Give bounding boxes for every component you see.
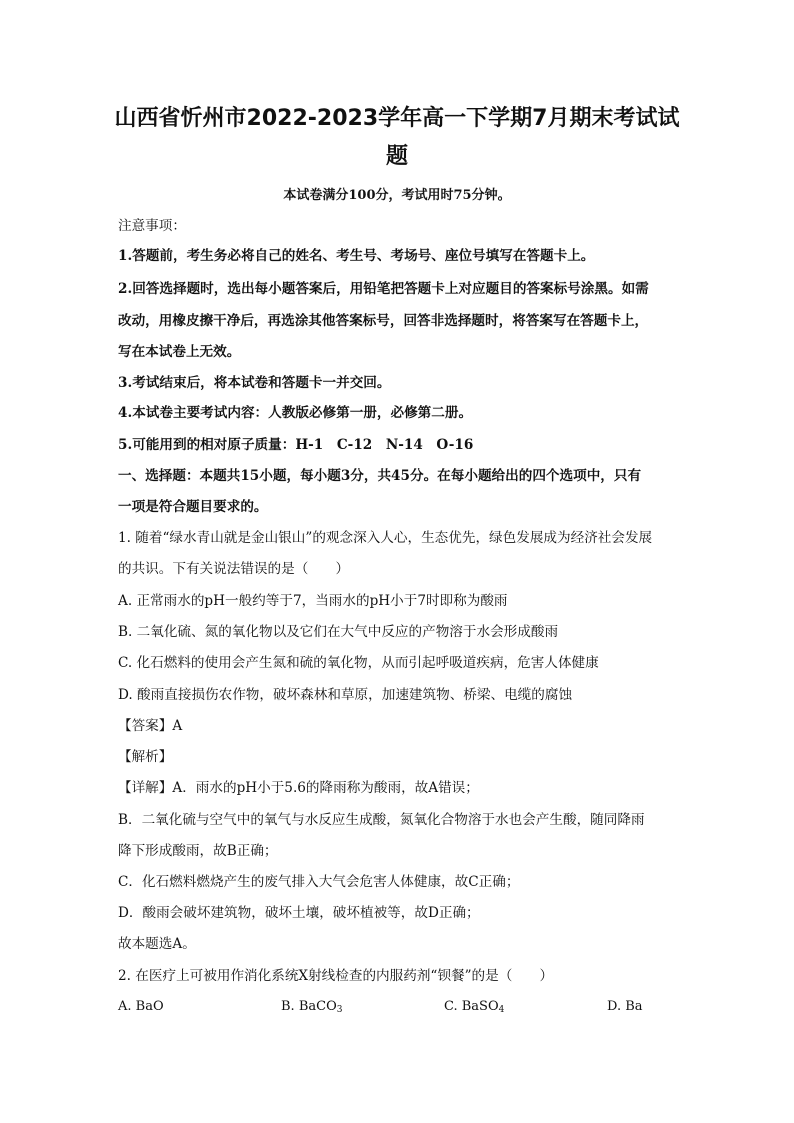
exam-info: 本试卷满分100分，考试用时75分钟。: [283, 188, 511, 203]
question-1-explanation-b: B．二氧化硫与空气中的氧气与水反应生成酸，氮氧化合物溶于水也会产生酸，随同降雨: [118, 812, 645, 828]
question-2-stem: 2. 在医疗上可被用作消化系统X射线检查的内服药剂“钡餐”的是（ ）: [118, 968, 554, 984]
question-2-option-d: D. Ba: [607, 999, 643, 1014]
question-1-explanation-b-continued: 降下形成酸雨，故B正确；: [118, 843, 278, 859]
section-1-heading: 一、选择题：本题共15小题，每小题3分，共45分。在每小题给出的四个选项中，只有: [118, 468, 642, 484]
question-2-option-b: [281, 998, 342, 1016]
question-1-explanation-c: C．化石燃料燃烧产生的废气排入大气会危害人体健康，故C正确；: [118, 874, 520, 890]
question-1-option-d: D. 酸雨直接损伤农作物，破坏森林和草原，加速建筑物、桥梁、电缆的腐蚀: [118, 687, 573, 703]
question-1-explanation-d: D．酸雨会破坏建筑物，破坏土壤，破坏植被等，故D正确；: [118, 905, 480, 921]
option-c-text: C. BaSO: [444, 999, 499, 1014]
question-1-option-a: A. 正常雨水的pH一般约等于7，当雨水的pH小于7时即称为酸雨: [118, 593, 508, 609]
note-item-3: 3.考试结束后，将本试卷和答题卡一并交回。: [118, 375, 391, 391]
note-item-2-line-1: 2.回答选择题时，选出每小题答案后，用铅笔把答题卡上对应题目的答案标号涂黑。如需: [118, 281, 649, 297]
page-title-continued: 题: [385, 144, 408, 169]
question-1-analysis-heading: 【解析】: [118, 749, 173, 765]
notes-heading: 注意事项：: [118, 218, 186, 234]
question-1-option-b: B. 二氧化硫、氮的氧化物以及它们在大气中反应的产物溶于水会形成酸雨: [118, 624, 559, 640]
note-item-2-line-2: 改动，用橡皮擦干净后，再选涂其他答案标号，回答非选择题时，将答案写在答题卡上，: [118, 313, 649, 329]
question-2-option-c: [444, 998, 504, 1016]
question-1-conclusion: 故本题选A。: [118, 936, 196, 952]
question-2-option-a: A. BaO: [118, 999, 164, 1014]
option-b-subscript: 3: [336, 1005, 343, 1015]
question-1-stem: 1. 随着“绿水青山就是金山银山”的观念深入人心，生态优先，绿色发展成为经济社会发展: [118, 530, 653, 546]
option-c-subscript: 4: [498, 1005, 505, 1015]
section-1-heading-continued: 一项是符合题目要求的。: [118, 499, 268, 515]
note-item-2-line-3: 写在本试卷上无效。: [118, 344, 241, 360]
note-item-1: 1.答题前，考生务必将自己的姓名、考生号、考场号、座位号填写在答题卡上。: [118, 248, 595, 264]
question-1-stem-continued: 的共识。下有关说法错误的是（ ）: [118, 561, 350, 577]
page-title: 山西省忻州市2022-2023学年高一下学期7月期末考试试: [114, 106, 680, 131]
question-1-option-c: C. 化石燃料的使用会产生氮和硫的氧化物，从而引起呼吸道疾病，危害人体健康: [118, 655, 599, 671]
note-item-4: 4.本试卷主要考试内容：人教版必修第一册，必修第二册。: [118, 405, 473, 421]
question-1-detail: 【详解】A．雨水的pH小于5.6的降雨称为酸雨，故A错误；: [118, 780, 479, 796]
note-item-5: 5.可能用到的相对原子质量：H-1 C-12 N-14 O-16: [118, 437, 474, 453]
question-1-answer: 【答案】A: [118, 718, 183, 734]
option-b-text: B. BaCO: [281, 999, 337, 1014]
